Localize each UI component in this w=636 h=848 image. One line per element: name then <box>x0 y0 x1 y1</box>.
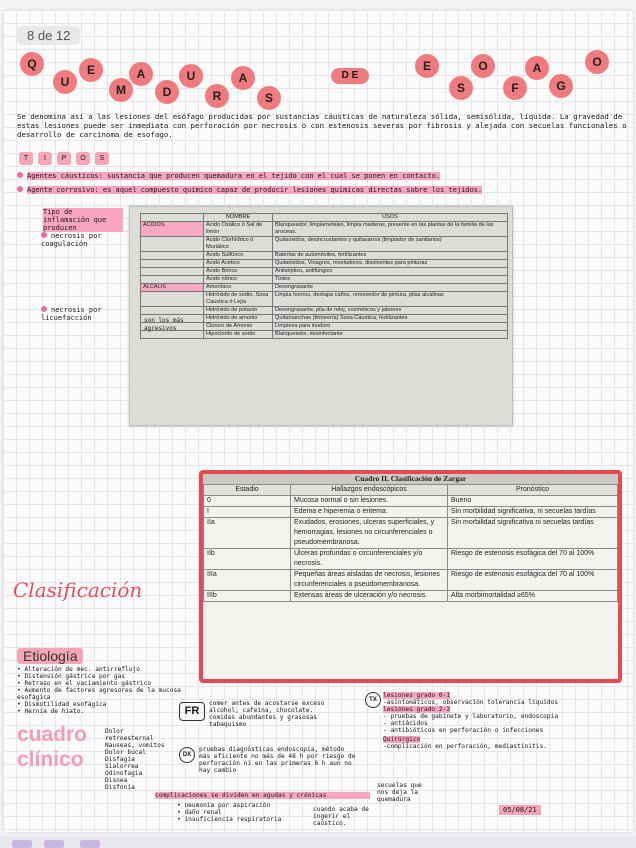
title-letter: M <box>109 78 133 102</box>
usos-group-cell: ÁCIDOS <box>141 222 204 237</box>
usos-cell: Antiséptico, antifúngico <box>273 268 508 276</box>
table-row <box>141 237 508 252</box>
usos-cell: Blanqueador, desinfectante <box>273 331 508 339</box>
title-letter: E <box>415 54 439 78</box>
tx-quirurgico-text: -complicación en perforación, mediastinitis. <box>383 743 547 750</box>
table-row <box>204 518 618 549</box>
list-item: Odinofagia <box>105 770 143 777</box>
date-badge: 05/08/21 <box>499 805 541 815</box>
list-item: • Aumento de factores agresores de la mucosa esofágica <box>17 687 181 701</box>
title-letter: S <box>257 86 281 110</box>
list-item: • insuficiencia respiratoria <box>177 816 282 823</box>
tipos-letter: S <box>95 152 109 165</box>
table-row <box>204 496 618 507</box>
usos-group-cell <box>141 307 204 315</box>
title-letter: E <box>79 58 103 82</box>
title-letter: A <box>525 56 549 80</box>
usos-group-cell <box>141 237 204 252</box>
cronicas-note: secuelas que nos deja la quemadura <box>377 782 422 803</box>
tx-grado01-title: lesiones grado 0-1 <box>383 692 451 699</box>
tipos-letter: O <box>76 152 90 165</box>
list-item: Sialorrea <box>105 763 139 770</box>
tx-section <box>383 692 623 750</box>
usos-cell: Ácido Bórico <box>204 268 273 276</box>
agudas-note: cuando acaba de ingerir el caústico. <box>313 806 369 827</box>
usos-cell: Limpieza para inodoro <box>273 323 508 331</box>
zargar-cell: 0 <box>204 496 291 507</box>
title-letter: U <box>179 64 203 88</box>
table-row <box>204 570 618 591</box>
fr-text: comer antes de acostarse exceso alcohol, cafeína, chocolate. comidas abundantes y grasosas tabaquismo <box>209 700 325 728</box>
table-row <box>204 591 618 602</box>
bullet-icon <box>41 306 47 312</box>
title-letter: D <box>155 80 179 104</box>
tx-quirurgico-title: Quirúrgico <box>383 736 421 743</box>
zargar-header-cell: Estadio <box>204 485 291 496</box>
list-item: - antibióticos en perforación o infecciones <box>383 727 544 734</box>
tx-grado23-list <box>383 713 623 734</box>
clasificacion-label: Clasificación <box>13 578 143 602</box>
cuadro-clinico-title: cuadro clínico <box>17 723 88 771</box>
usos-group-cell <box>141 292 204 307</box>
cuadro-clinico-list <box>105 728 175 791</box>
tipos-letter: T <box>19 152 33 165</box>
usos-header-cell <box>141 214 204 222</box>
zargar-cell: Alta morbimortalidad ≥65% <box>448 591 618 602</box>
page-thumbnail[interactable] <box>80 840 100 848</box>
necrosis-licuefaccion-label: necrosis por licuefacción <box>41 306 102 322</box>
table-row <box>204 507 618 518</box>
zargar-cell: IIa <box>204 518 291 549</box>
usos-cell: Hidróxido de potasio <box>204 307 273 315</box>
title-letter: Q <box>20 52 44 76</box>
tipos-letter: P <box>57 152 71 165</box>
table-row <box>204 549 618 570</box>
list-item: • Dismotilidad esofágica <box>17 701 107 708</box>
usos-cell: Quitaóxidos, desincrustantes y quitasarros (limpiador de sanitarios) <box>273 237 508 252</box>
zargar-cell: IIIa <box>204 570 291 591</box>
usos-cell: Desengrasante <box>273 284 508 292</box>
title-letter: O <box>471 54 495 78</box>
usos-group-cell <box>141 268 204 276</box>
list-item: - antiácidos <box>383 720 428 727</box>
zargar-cell: Sin morbilidad significativa ni secuelas tardías <box>448 518 618 549</box>
usos-cell: Limpia hornos, destapa caños, removedor de pintura, pilas alcalinas <box>273 292 508 307</box>
bullet-icon <box>17 172 23 178</box>
title-letter: G <box>549 74 573 98</box>
usos-header-cell: USOS <box>273 214 508 222</box>
table-row <box>141 222 508 237</box>
zargar-table-photo <box>199 470 622 683</box>
table-row <box>141 276 508 284</box>
zargar-cell: Pequeñas áreas aisladas de necrosis, lesiones circunferenciales o pseudomembranosa. <box>291 570 448 591</box>
alcalis-note: son los más agresivos <box>144 317 184 332</box>
usos-cell: Blanqueador, limpiametales, limpia maderas, presente en las plantas de la familia de las aroceas. <box>273 222 508 237</box>
title-letter: A <box>129 62 153 86</box>
zargar-title: Cuadro II. Clasificación de Zargar <box>203 474 618 484</box>
usos-cell: Hipoclorito de sodio <box>204 331 273 339</box>
usos-cell: Ácido Clorhídrico ó Muriático <box>204 237 273 252</box>
tipos-letter: I <box>38 152 52 165</box>
zargar-cell: Edema e hiperemia o eritema. <box>291 507 448 518</box>
zargar-cell: IIb <box>204 549 291 570</box>
list-item: Dolor retroesternal <box>105 728 154 742</box>
zargar-cell: Riesgo de estenosis esofágica del 70 al 100% <box>448 549 618 570</box>
zargar-cell: Ulceras profundas o circunferenciales y/o necrosis. <box>291 549 448 570</box>
usos-cell: Cloruro de Amonio <box>204 323 273 331</box>
usos-cell: Amoníaco <box>204 284 273 292</box>
usos-cell: Quitaóxidos, Vinagres, reveladores, disolventes para pinturas <box>273 260 508 268</box>
agente-corrosivo-line <box>17 186 482 195</box>
necrosis-coagulacion-label: necrosis por coagulación <box>41 232 102 248</box>
title-letter: F <box>503 76 527 100</box>
dx-text: pruebas diagnósticas endoscopía, método más eficiente no más de 48 h por riesgo de perforación ni en las primeras 6 h aun no hay cambio <box>199 746 356 774</box>
zargar-cell: Extensas áreas de ulceración y/o necrosis. <box>291 591 448 602</box>
usos-group-cell <box>141 260 204 268</box>
zargar-table <box>203 484 618 602</box>
page-thumbnail[interactable] <box>12 840 32 848</box>
table-row <box>141 268 508 276</box>
tx-grado23-title: lesiones grado 2-3 <box>383 706 451 713</box>
tx-grado01-text: -asintomáticos, observación tolerancia líquidos <box>383 699 559 706</box>
list-item: Nauseas, vomitos <box>105 742 165 749</box>
bullet-icon <box>41 232 47 238</box>
list-item: • Alteración de mec. antirreflujo <box>17 666 140 673</box>
complicaciones-list <box>177 802 287 823</box>
usos-cell: Baterías de automóviles, fertilizantes <box>273 252 508 260</box>
title-de: D E <box>331 68 369 84</box>
etiologia-title: Etiología <box>17 648 83 664</box>
agentes-causticos-line <box>17 172 440 181</box>
list-item: • Retraso en el vaciamiento gástrico <box>17 680 152 687</box>
complicaciones-title: complicaciones se dividen en agudas y crónicas <box>155 792 370 799</box>
tipo-inflamacion-label: Tipo de inflamación que producen <box>43 208 123 232</box>
list-item: Disfagia <box>105 756 135 763</box>
zargar-cell: Bueno <box>448 496 618 507</box>
zargar-header-cell: Pronóstico <box>448 485 618 496</box>
list-item: • Hernia de hiato. <box>17 708 85 715</box>
list-item: Disnea <box>105 777 128 784</box>
usos-cell: Tintes <box>273 276 508 284</box>
usos-group-cell <box>141 276 204 284</box>
table-row <box>141 252 508 260</box>
usos-cell: Quitamanchas (tintorería) Sosa Cáustica, fertilizantes <box>273 315 508 323</box>
dx-badge: DX <box>179 747 195 763</box>
agente-corrosivo-text: Agente corrosivo: es aquel compuesto químico capaz de producir lesiones químicas directas sobre los tejidos. <box>27 186 483 194</box>
list-item: • daño renal <box>177 809 222 816</box>
usos-cell: Hidróxido de sodio, Sosa Cáustica ó Lejía <box>204 292 273 307</box>
table-row <box>141 260 508 268</box>
title-letter: R <box>205 84 229 108</box>
zargar-cell: IIIb <box>204 591 291 602</box>
usos-cell: Ácido Sulfúrico <box>204 252 273 260</box>
list-item: • neumonía por aspiración <box>177 802 271 809</box>
usos-cell: Hidróxido de amonio <box>204 315 273 323</box>
usos-group-cell <box>141 252 204 260</box>
tipos-heading <box>19 152 109 165</box>
list-item: • Distensión gástrica por gas <box>17 673 126 680</box>
page-indicator: 8 de 12 <box>17 26 80 45</box>
intro-text: Se denomina así a las lesiones del esófago producidas por sustancias cáusticas de naturaleza sólida, semisólida, líquida. La gravedad de estas lesiones puede ser inmediata con perforación por necrosis o con estenosis severas por fibrosis y alejada con secuelas funcionales o desarrollo de carcinoma de esofago. <box>17 112 627 139</box>
zargar-cell: Mucosa normal o sin lesiones. <box>291 496 448 507</box>
table-row <box>141 284 508 292</box>
zargar-cell: I <box>204 507 291 518</box>
fr-badge: FR <box>179 702 205 721</box>
title-letter: A <box>231 66 255 90</box>
zargar-cell: Exudados, erosiones, ulceras superficiales, y hemorragias, lesiones no circunferenciales o pseudomembranosa. <box>291 518 448 549</box>
usos-table-photo <box>129 206 513 426</box>
zargar-cell: Sin morbilidad significativa, ni secuelas tardías <box>448 507 618 518</box>
title-letter: U <box>53 70 77 94</box>
page-thumbnail[interactable] <box>44 840 64 848</box>
title-letter: O <box>585 50 609 74</box>
usos-cell: Ácido nítrico <box>204 276 273 284</box>
usos-cell: Desengrasante, pila de reloj, cosméticos y jabones <box>273 307 508 315</box>
usos-cell: Ácido Oxálico ó Sal de limón <box>204 222 273 237</box>
notebook-page <box>3 10 633 832</box>
title-letter: S <box>449 76 473 100</box>
table-row <box>141 292 508 307</box>
agentes-causticos-text: Agentes cáusticos: sustancia que producen quemadura en el tejido con el cual se ponen en contacto. <box>27 172 441 180</box>
table-row <box>141 307 508 315</box>
zargar-cell: Riesgo de estenosis esofágica del 70 al 100% <box>448 570 618 591</box>
list-item: Disfonía <box>105 784 135 791</box>
list-item: Dolor bucal <box>105 749 146 756</box>
tx-badge: TX <box>365 692 381 708</box>
usos-group-cell: ALCALIS <box>141 284 204 292</box>
usos-header-cell: NOMBRE <box>204 214 273 222</box>
usos-cell: Ácido Acético <box>204 260 273 268</box>
list-item: - pruebas de gabinete y laboratorio, endoscopia <box>383 713 559 720</box>
bullet-icon <box>17 186 23 192</box>
zargar-header-cell: Hallazgos endoscópicos <box>291 485 448 496</box>
